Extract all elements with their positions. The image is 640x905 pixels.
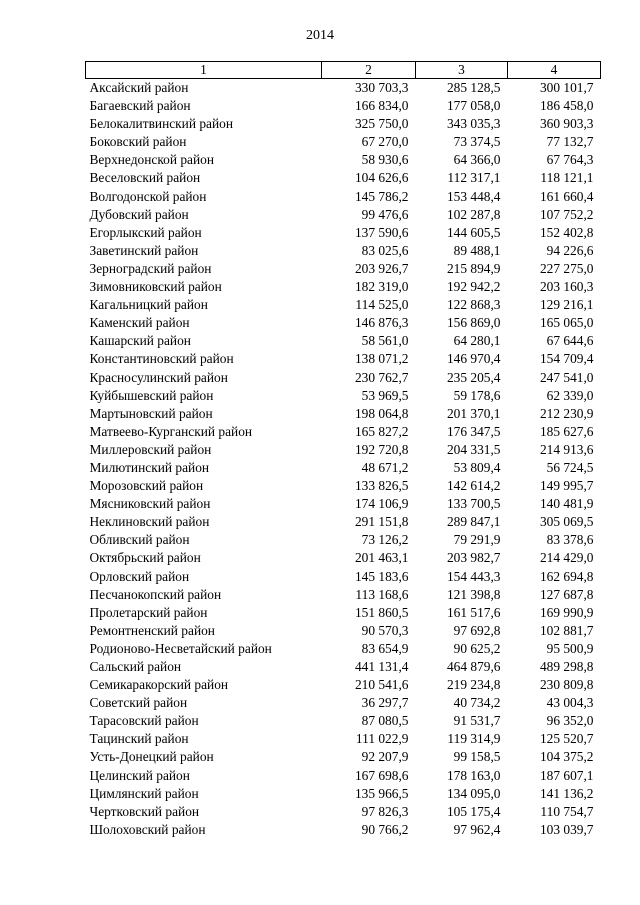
value-cell-col3: 97 692,8 (453, 622, 501, 638)
value-cell-col3: 90 625,2 (453, 640, 501, 656)
value-cell-col3: 73 374,5 (453, 134, 501, 150)
page-number: 2014 (306, 28, 334, 43)
district-name-cell: Тарасовский район (89, 713, 199, 729)
table-row (86, 694, 601, 712)
value-cell-col4: 149 995,7 (539, 478, 594, 494)
value-cell-col4: 96 352,0 (546, 713, 594, 729)
value-cell-col2: 174 106,9 (354, 496, 409, 512)
value-cell-col4: 152 402,8 (539, 224, 594, 240)
table-row (86, 568, 601, 586)
value-cell-col3: 64 280,1 (453, 333, 501, 349)
district-name-cell: Мартыновский район (89, 405, 213, 421)
district-name-cell: Кагальницкий район (89, 297, 208, 313)
district-name-cell: Зерноградский район (89, 260, 212, 276)
table-body (86, 79, 601, 839)
value-cell-col2: 58 561,0 (361, 333, 409, 349)
value-cell-col4: 203 160,3 (539, 279, 594, 295)
value-cell-col3: 215 894,9 (446, 260, 501, 276)
value-cell-col3: 119 314,9 (447, 731, 501, 747)
district-name-cell: Заветинский район (89, 242, 199, 258)
table-row (86, 531, 601, 549)
value-cell-col3: 134 095,0 (446, 785, 501, 801)
value-cell-col3: 156 869,0 (446, 315, 501, 331)
value-cell-col2: 441 131,4 (354, 659, 409, 674)
value-cell-col2: 135 966,5 (354, 785, 409, 801)
district-name-cell: Багаевский район (89, 98, 191, 114)
value-cell-col4: 94 226,6 (546, 242, 594, 258)
value-cell-col4: 300 101,7 (539, 80, 594, 95)
table-row (86, 133, 601, 151)
value-cell-col2: 99 476,6 (361, 206, 409, 222)
value-cell-col4: 162 694,8 (539, 568, 594, 584)
district-name-cell: Песчанокопский район (89, 586, 222, 602)
table-row (86, 224, 601, 242)
district-name-cell: Тацинский район (89, 731, 189, 747)
district-name-cell: Миллеровский район (89, 441, 212, 457)
value-cell-col2: 201 463,1 (354, 550, 409, 566)
value-cell-col4: 110 754,7 (540, 803, 594, 819)
table-row (86, 206, 601, 224)
table-row (86, 423, 601, 441)
value-cell-col2: 325 750,0 (354, 116, 409, 132)
value-cell-col3: 161 517,6 (446, 604, 501, 620)
value-cell-col2: 182 319,0 (354, 279, 409, 295)
table-row (86, 785, 601, 803)
value-cell-col2: 192 720,8 (354, 441, 409, 457)
table-row (86, 604, 601, 622)
value-cell-col3: 178 163,0 (446, 767, 501, 783)
value-cell-col2: 48 671,2 (361, 459, 409, 475)
table-row (86, 459, 601, 477)
value-cell-col4: 83 378,6 (546, 532, 594, 548)
value-cell-col4: 165 065,0 (539, 315, 594, 331)
value-cell-col4: 212 230,9 (539, 405, 594, 421)
table-row (86, 748, 601, 766)
column-header-3: 3 (416, 62, 508, 79)
value-cell-col4: 77 132,7 (546, 134, 594, 150)
value-cell-col3: 99 158,5 (453, 749, 501, 765)
value-cell-col4: 118 121,1 (540, 170, 594, 186)
value-cell-col2: 151 860,5 (354, 604, 409, 620)
value-cell-col3: 343 035,3 (446, 116, 501, 132)
district-name-cell: Неклиновский район (89, 514, 210, 530)
value-cell-col2: 83 654,9 (361, 640, 409, 656)
district-name-cell: Дубовский район (89, 206, 189, 222)
value-cell-col4: 62 339,0 (546, 387, 594, 403)
value-cell-col2: 83 025,6 (361, 242, 409, 258)
value-cell-col3: 285 128,5 (446, 80, 501, 95)
value-cell-col4: 169 990,9 (539, 604, 594, 620)
value-cell-col2: 145 786,2 (354, 188, 409, 204)
value-cell-col2: 165 827,2 (354, 423, 409, 439)
value-cell-col4: 186 458,0 (539, 98, 594, 114)
value-cell-col4: 56 724,5 (546, 459, 594, 475)
district-name-cell: Волгодонской район (89, 188, 207, 204)
district-name-cell: Верхнедонской район (89, 152, 215, 168)
district-name-cell: Милютинский район (89, 459, 210, 475)
value-cell-col4: 102 881,7 (539, 622, 594, 638)
value-cell-col4: 127 687,8 (539, 586, 594, 602)
value-cell-col4: 103 039,7 (539, 821, 594, 837)
value-cell-col2: 111 022,9 (355, 731, 409, 747)
table-row (86, 115, 601, 133)
value-cell-col2: 146 876,3 (354, 315, 409, 331)
value-cell-col3: 203 982,7 (446, 550, 501, 566)
table-row (86, 188, 601, 206)
table-row (86, 151, 601, 169)
column-header-1: 1 (86, 62, 322, 79)
value-cell-col2: 58 930,6 (361, 152, 409, 168)
table-row (86, 767, 601, 785)
value-cell-col4: 104 375,2 (539, 749, 594, 765)
value-cell-col4: 214 913,6 (539, 441, 594, 457)
value-cell-col4: 95 500,9 (546, 640, 594, 656)
value-cell-col3: 64 366,0 (453, 152, 501, 168)
value-cell-col2: 113 168,6 (355, 586, 409, 602)
value-cell-col3: 289 847,1 (446, 514, 501, 530)
value-cell-col3: 177 058,0 (446, 98, 501, 114)
table-row (86, 332, 601, 350)
value-cell-col4: 214 429,0 (539, 550, 594, 566)
table-row (86, 97, 601, 115)
value-cell-col2: 133 826,5 (354, 478, 409, 494)
table-row (86, 314, 601, 332)
district-name-cell: Пролетарский район (89, 604, 208, 620)
value-cell-col4: 43 004,3 (546, 695, 594, 711)
district-name-cell: Советский район (89, 695, 188, 711)
table-row (86, 712, 601, 730)
value-cell-col4: 67 644,6 (546, 333, 594, 349)
value-cell-col4: 230 809,8 (539, 677, 594, 693)
district-name-cell: Красносулинский район (89, 369, 228, 385)
table-row (86, 622, 601, 640)
table-row (86, 676, 601, 694)
district-name-cell: Куйбышевский район (89, 387, 214, 403)
table-row (86, 640, 601, 658)
district-name-cell: Белокалитвинский район (89, 116, 234, 132)
value-cell-col3: 144 605,5 (446, 224, 501, 240)
value-cell-col3: 192 942,2 (446, 279, 501, 295)
value-cell-col2: 137 590,6 (354, 224, 409, 240)
district-name-cell: Чертковский район (89, 803, 200, 819)
district-name-cell: Константиновский район (89, 351, 234, 367)
value-cell-col4: 107 752,2 (539, 206, 594, 222)
value-cell-col2: 166 834,0 (354, 98, 409, 114)
value-cell-col4: 140 481,9 (539, 496, 594, 512)
data-table (85, 61, 601, 839)
district-name-cell: Обливский район (89, 532, 190, 548)
value-cell-col4: 187 607,1 (539, 767, 594, 783)
value-cell-col2: 87 080,5 (361, 713, 409, 729)
value-cell-col2: 145 183,6 (354, 568, 409, 584)
value-cell-col3: 176 347,5 (446, 423, 501, 439)
value-cell-col3: 204 331,5 (446, 441, 501, 457)
value-cell-col3: 105 175,4 (446, 803, 501, 819)
district-name-cell: Октябрьский район (89, 550, 201, 566)
value-cell-col4: 489 298,8 (539, 659, 594, 674)
value-cell-col4: 305 069,5 (539, 514, 594, 530)
district-name-cell: Орловский район (89, 568, 190, 584)
value-cell-col4: 129 216,1 (539, 297, 594, 313)
value-cell-col3: 59 178,6 (453, 387, 501, 403)
value-cell-col2: 138 071,2 (354, 351, 409, 367)
district-name-cell: Аксайский район (89, 80, 189, 95)
value-cell-col3: 219 234,8 (446, 677, 501, 693)
value-cell-col2: 97 826,3 (361, 803, 409, 819)
table-row (86, 242, 601, 260)
table-row (86, 730, 601, 748)
value-cell-col4: 125 520,7 (539, 731, 594, 747)
table-row (86, 169, 601, 187)
value-cell-col4: 360 903,3 (539, 116, 594, 132)
value-cell-col2: 67 270,0 (361, 134, 409, 150)
district-name-cell: Родионово-Несветайский район (89, 640, 272, 656)
table-row (86, 513, 601, 531)
value-cell-col3: 121 398,8 (446, 586, 501, 602)
table-row (86, 369, 601, 387)
district-name-cell: Егорлыкский район (89, 224, 202, 240)
table-row (86, 658, 601, 676)
value-cell-col3: 91 531,7 (453, 713, 501, 729)
district-name-cell: Семикаракорский район (89, 677, 229, 693)
table-row (86, 477, 601, 495)
district-name-cell: Целинский район (89, 767, 190, 783)
value-cell-col3: 102 287,8 (446, 206, 501, 222)
value-cell-col3: 153 448,4 (446, 188, 501, 204)
table-row (86, 586, 601, 604)
district-name-cell: Сальский район (89, 659, 182, 674)
table-row (86, 278, 601, 296)
value-cell-col3: 154 443,3 (446, 568, 501, 584)
district-name-cell: Кашарский район (89, 333, 191, 349)
table-row (86, 803, 601, 821)
value-cell-col2: 36 297,7 (361, 695, 409, 711)
value-cell-col3: 79 291,9 (453, 532, 501, 548)
value-cell-col2: 114 525,0 (355, 297, 409, 313)
value-cell-col3: 133 700,5 (446, 496, 501, 512)
table-row (86, 260, 601, 278)
value-cell-col2: 330 703,3 (354, 80, 409, 95)
column-header-2: 2 (322, 62, 416, 79)
value-cell-col4: 154 709,4 (539, 351, 594, 367)
table-row (86, 405, 601, 423)
value-cell-col2: 167 698,6 (354, 767, 409, 783)
value-cell-col3: 142 614,2 (446, 478, 501, 494)
district-name-cell: Цимлянский район (89, 785, 199, 801)
district-name-cell: Матвеево-Курганский район (89, 423, 253, 439)
value-cell-col3: 201 370,1 (446, 405, 501, 421)
column-header-4: 4 (508, 62, 601, 79)
value-cell-col3: 464 879,6 (446, 659, 501, 674)
value-cell-col4: 247 541,0 (539, 369, 594, 385)
value-cell-col3: 122 868,3 (446, 297, 501, 313)
district-name-cell: Мясниковский район (89, 496, 211, 512)
table-row (86, 296, 601, 314)
value-cell-col2: 291 151,8 (354, 514, 409, 530)
district-name-cell: Зимовниковский район (89, 279, 222, 295)
value-cell-col3: 112 317,1 (447, 170, 501, 186)
value-cell-col2: 203 926,7 (354, 260, 409, 276)
value-cell-col2: 53 969,5 (361, 387, 409, 403)
value-cell-col2: 90 570,3 (361, 622, 409, 638)
value-cell-col3: 53 809,4 (453, 459, 501, 475)
value-cell-col2: 210 541,6 (354, 677, 409, 693)
value-cell-col4: 141 136,2 (539, 785, 594, 801)
value-cell-col3: 89 488,1 (453, 242, 501, 258)
value-cell-col3: 235 205,4 (446, 369, 501, 385)
table-row (86, 549, 601, 567)
value-cell-col4: 185 627,6 (539, 423, 594, 439)
table-row (86, 495, 601, 513)
value-cell-col4: 227 275,0 (539, 260, 594, 276)
district-name-cell: Каменский район (89, 315, 190, 331)
table-header (86, 62, 601, 79)
value-cell-col4: 161 660,4 (539, 188, 594, 204)
district-name-cell: Шолоховский район (89, 821, 206, 837)
district-name-cell: Веселовский район (89, 170, 201, 186)
value-cell-col2: 198 064,8 (354, 405, 409, 421)
value-cell-col2: 230 762,7 (354, 369, 409, 385)
value-cell-col2: 92 207,9 (361, 749, 409, 765)
table-row (86, 79, 601, 98)
district-name-cell: Морозовский район (89, 478, 204, 494)
value-cell-col3: 97 962,4 (453, 821, 501, 837)
district-name-cell: Усть-Донецкий район (89, 749, 214, 765)
table-row (86, 350, 601, 368)
header-row (86, 62, 601, 79)
value-cell-col2: 90 766,2 (361, 821, 409, 837)
value-cell-col3: 146 970,4 (446, 351, 501, 367)
value-cell-col3: 40 734,2 (453, 695, 501, 711)
value-cell-col2: 73 126,2 (361, 532, 409, 548)
value-cell-col4: 67 764,3 (546, 152, 594, 168)
table-row (86, 387, 601, 405)
district-name-cell: Боковский район (89, 134, 187, 150)
value-cell-col2: 104 626,6 (354, 170, 409, 186)
district-name-cell: Ремонтненский район (89, 622, 215, 638)
table-row (86, 821, 601, 839)
table-row (86, 441, 601, 459)
